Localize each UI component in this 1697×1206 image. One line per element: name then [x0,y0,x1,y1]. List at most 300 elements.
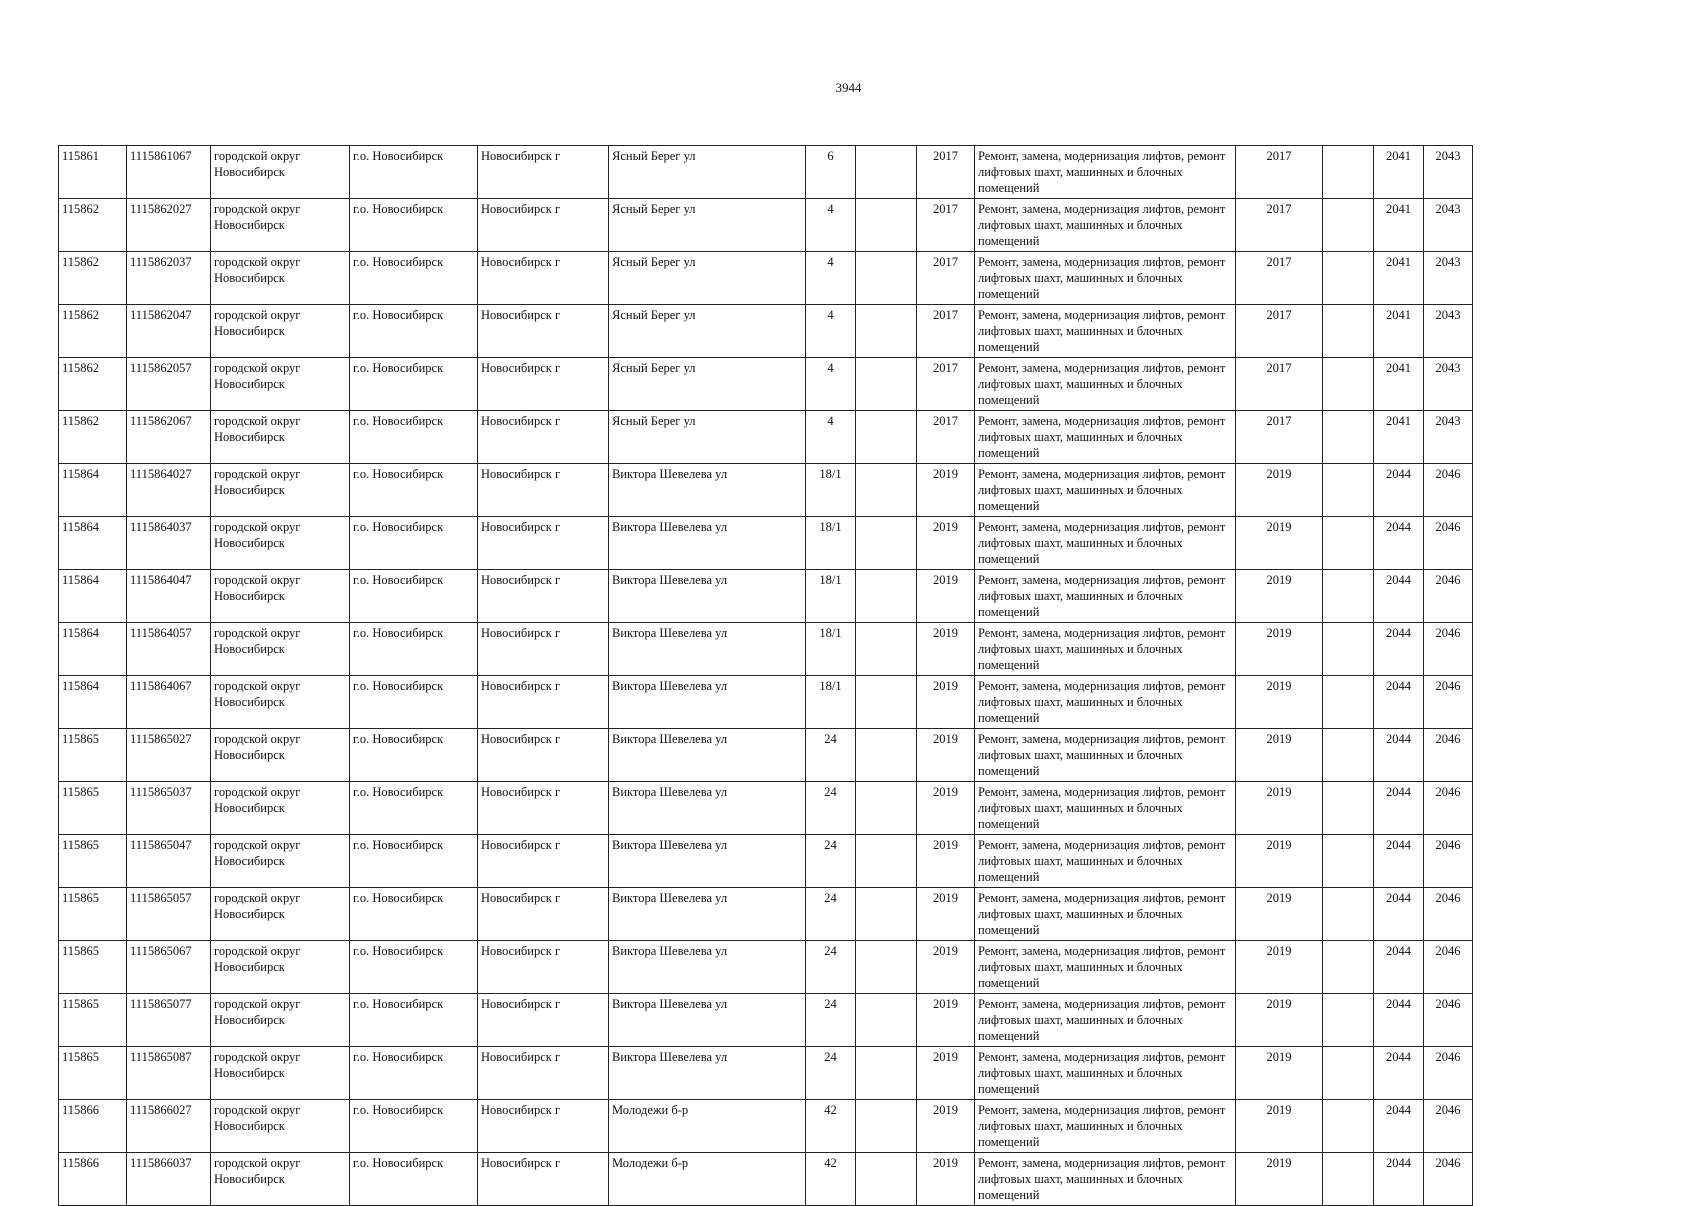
cell-district: г.о. Новосибирск [350,623,478,676]
table-row [59,464,1473,517]
cell-blank-col-2 [1323,623,1374,676]
cell-work-type: Ремонт, замена, модернизация лифтов, ремонт лифтовых шахт, машинных и блочных помещений [975,994,1236,1047]
cell-municipality: городской округ Новосибирск [211,1047,350,1100]
cell-commission-year: 2017 [917,199,975,252]
cell-blank-col [856,623,917,676]
cell-blank-col-2 [1323,782,1374,835]
cell-work-type: Ремонт, замена, модернизация лифтов, ремонт лифтовых шахт, машинных и блочных помещений [975,464,1236,517]
cell-house-code: 1115862067 [127,411,211,464]
cell-blank-col [856,411,917,464]
cell-blank-col-2 [1323,1047,1374,1100]
cell-house-code: 1115865027 [127,729,211,782]
cell-street: Ясный Берег ул [609,411,806,464]
cell-street: Молодежи б-р [609,1153,806,1206]
cell-house-number: 42 [806,1100,856,1153]
cell-period-start: 2044 [1374,941,1424,994]
cell-commission-year: 2019 [917,1153,975,1206]
cell-period-start: 2041 [1374,252,1424,305]
cell-work-type: Ремонт, замена, модернизация лифтов, ремонт лифтовых шахт, машинных и блочных помещений [975,411,1236,464]
cell-period-end: 2043 [1424,305,1473,358]
cell-record-id: 115861 [59,146,127,199]
cell-blank-col-2 [1323,676,1374,729]
cell-commission-year: 2019 [917,1100,975,1153]
cell-district: г.о. Новосибирск [350,782,478,835]
cell-record-id: 115862 [59,358,127,411]
cell-settlement: Новосибирск г [478,888,609,941]
table-row [59,623,1473,676]
cell-municipality: городской округ Новосибирск [211,623,350,676]
cell-municipality: городской округ Новосибирск [211,888,350,941]
cell-blank-col [856,782,917,835]
cell-settlement: Новосибирск г [478,411,609,464]
cell-municipality: городской округ Новосибирск [211,835,350,888]
cell-plan-year: 2019 [1236,1153,1323,1206]
cell-blank-col [856,888,917,941]
cell-house-number: 18/1 [806,464,856,517]
cell-period-start: 2044 [1374,464,1424,517]
cell-period-start: 2044 [1374,517,1424,570]
cell-district: г.о. Новосибирск [350,305,478,358]
cell-record-id: 115865 [59,1047,127,1100]
cell-municipality: городской округ Новосибирск [211,570,350,623]
cell-house-number: 4 [806,305,856,358]
cell-commission-year: 2019 [917,888,975,941]
cell-blank-col [856,570,917,623]
cell-plan-year: 2017 [1236,146,1323,199]
cell-district: г.о. Новосибирск [350,1047,478,1100]
cell-work-type: Ремонт, замена, модернизация лифтов, ремонт лифтовых шахт, машинных и блочных помещений [975,941,1236,994]
cell-period-end: 2046 [1424,517,1473,570]
cell-district: г.о. Новосибирск [350,994,478,1047]
cell-street: Виктора Шевелева ул [609,517,806,570]
cell-municipality: городской округ Новосибирск [211,517,350,570]
cell-settlement: Новосибирск г [478,464,609,517]
cell-settlement: Новосибирск г [478,1153,609,1206]
cell-work-type: Ремонт, замена, модернизация лифтов, ремонт лифтовых шахт, машинных и блочных помещений [975,517,1236,570]
cell-blank-col-2 [1323,729,1374,782]
cell-blank-col-2 [1323,570,1374,623]
cell-settlement: Новосибирск г [478,676,609,729]
cell-municipality: городской округ Новосибирск [211,1153,350,1206]
cell-house-number: 4 [806,199,856,252]
cell-street: Виктора Шевелева ул [609,729,806,782]
cell-street: Виктора Шевелева ул [609,888,806,941]
cell-commission-year: 2019 [917,835,975,888]
cell-settlement: Новосибирск г [478,1100,609,1153]
cell-house-number: 24 [806,729,856,782]
cell-district: г.о. Новосибирск [350,1100,478,1153]
cell-house-code: 1115862027 [127,199,211,252]
cell-municipality: городской округ Новосибирск [211,252,350,305]
cell-house-code: 1115862037 [127,252,211,305]
cell-commission-year: 2019 [917,941,975,994]
cell-period-end: 2043 [1424,199,1473,252]
cell-plan-year: 2019 [1236,464,1323,517]
cell-house-number: 4 [806,411,856,464]
cell-street: Молодежи б-р [609,1100,806,1153]
cell-plan-year: 2019 [1236,835,1323,888]
cell-house-number: 42 [806,1153,856,1206]
cell-work-type: Ремонт, замена, модернизация лифтов, ремонт лифтовых шахт, машинных и блочных помещений [975,782,1236,835]
table-row [59,305,1473,358]
cell-settlement: Новосибирск г [478,570,609,623]
cell-record-id: 115865 [59,729,127,782]
cell-period-end: 2046 [1424,1047,1473,1100]
cell-commission-year: 2019 [917,729,975,782]
capital-repair-table [58,145,1473,1206]
cell-work-type: Ремонт, замена, модернизация лифтов, ремонт лифтовых шахт, машинных и блочных помещений [975,1047,1236,1100]
cell-period-start: 2044 [1374,782,1424,835]
cell-record-id: 115862 [59,305,127,358]
cell-record-id: 115864 [59,570,127,623]
table-row [59,782,1473,835]
cell-street: Виктора Шевелева ул [609,464,806,517]
cell-commission-year: 2017 [917,146,975,199]
cell-work-type: Ремонт, замена, модернизация лифтов, ремонт лифтовых шахт, машинных и блочных помещений [975,1100,1236,1153]
table-row [59,888,1473,941]
cell-house-code: 1115864047 [127,570,211,623]
cell-district: г.о. Новосибирск [350,570,478,623]
cell-period-end: 2046 [1424,782,1473,835]
cell-municipality: городской округ Новосибирск [211,199,350,252]
cell-house-code: 1115865087 [127,1047,211,1100]
cell-work-type: Ремонт, замена, модернизация лифтов, ремонт лифтовых шахт, машинных и блочных помещений [975,252,1236,305]
cell-plan-year: 2019 [1236,888,1323,941]
cell-settlement: Новосибирск г [478,782,609,835]
cell-period-end: 2043 [1424,252,1473,305]
cell-house-code: 1115864067 [127,676,211,729]
cell-house-number: 4 [806,252,856,305]
cell-record-id: 115864 [59,517,127,570]
cell-street: Виктора Шевелева ул [609,676,806,729]
cell-commission-year: 2019 [917,1047,975,1100]
cell-municipality: городской округ Новосибирск [211,358,350,411]
cell-street: Виктора Шевелева ул [609,941,806,994]
cell-work-type: Ремонт, замена, модернизация лифтов, ремонт лифтовых шахт, машинных и блочных помещений [975,676,1236,729]
cell-blank-col [856,1047,917,1100]
table-row [59,941,1473,994]
cell-blank-col [856,199,917,252]
cell-period-end: 2046 [1424,1153,1473,1206]
cell-blank-col [856,358,917,411]
cell-blank-col-2 [1323,358,1374,411]
cell-municipality: городской округ Новосибирск [211,994,350,1047]
cell-blank-col-2 [1323,835,1374,888]
cell-period-start: 2041 [1374,305,1424,358]
cell-plan-year: 2019 [1236,941,1323,994]
cell-period-end: 2046 [1424,676,1473,729]
cell-municipality: городской округ Новосибирск [211,411,350,464]
cell-record-id: 115864 [59,623,127,676]
cell-record-id: 115864 [59,464,127,517]
cell-blank-col [856,835,917,888]
cell-work-type: Ремонт, замена, модернизация лифтов, ремонт лифтовых шахт, машинных и блочных помещений [975,305,1236,358]
cell-record-id: 115865 [59,782,127,835]
cell-blank-col-2 [1323,464,1374,517]
cell-settlement: Новосибирск г [478,1047,609,1100]
cell-street: Виктора Шевелева ул [609,782,806,835]
cell-settlement: Новосибирск г [478,729,609,782]
cell-plan-year: 2019 [1236,1047,1323,1100]
table-body [59,146,1473,1206]
cell-record-id: 115865 [59,835,127,888]
cell-period-end: 2046 [1424,994,1473,1047]
cell-period-end: 2046 [1424,570,1473,623]
cell-house-code: 1115862047 [127,305,211,358]
cell-plan-year: 2017 [1236,358,1323,411]
cell-house-number: 24 [806,888,856,941]
cell-period-end: 2046 [1424,623,1473,676]
cell-settlement: Новосибирск г [478,199,609,252]
cell-district: г.о. Новосибирск [350,888,478,941]
cell-blank-col [856,941,917,994]
table-row [59,252,1473,305]
cell-period-start: 2041 [1374,411,1424,464]
cell-house-number: 18/1 [806,570,856,623]
cell-house-number: 18/1 [806,676,856,729]
cell-blank-col-2 [1323,517,1374,570]
table-row [59,570,1473,623]
cell-municipality: городской округ Новосибирск [211,782,350,835]
cell-plan-year: 2019 [1236,1100,1323,1153]
cell-record-id: 115865 [59,941,127,994]
cell-period-start: 2044 [1374,1100,1424,1153]
cell-plan-year: 2019 [1236,623,1323,676]
cell-house-code: 1115865047 [127,835,211,888]
cell-period-end: 2046 [1424,888,1473,941]
cell-blank-col-2 [1323,199,1374,252]
cell-commission-year: 2017 [917,305,975,358]
cell-period-start: 2041 [1374,146,1424,199]
cell-plan-year: 2019 [1236,517,1323,570]
cell-record-id: 115866 [59,1100,127,1153]
cell-commission-year: 2019 [917,464,975,517]
cell-municipality: городской округ Новосибирск [211,941,350,994]
cell-house-number: 6 [806,146,856,199]
cell-record-id: 115864 [59,676,127,729]
cell-period-start: 2044 [1374,835,1424,888]
cell-work-type: Ремонт, замена, модернизация лифтов, ремонт лифтовых шахт, машинных и блочных помещений [975,729,1236,782]
cell-municipality: городской округ Новосибирск [211,1100,350,1153]
table-row [59,411,1473,464]
cell-plan-year: 2019 [1236,676,1323,729]
cell-period-start: 2044 [1374,888,1424,941]
cell-house-code: 1115866037 [127,1153,211,1206]
cell-municipality: городской округ Новосибирск [211,305,350,358]
cell-plan-year: 2017 [1236,305,1323,358]
cell-settlement: Новосибирск г [478,941,609,994]
cell-period-end: 2046 [1424,941,1473,994]
cell-blank-col [856,305,917,358]
cell-house-code: 1115861067 [127,146,211,199]
cell-commission-year: 2019 [917,623,975,676]
cell-period-end: 2043 [1424,146,1473,199]
table-row [59,517,1473,570]
cell-record-id: 115862 [59,199,127,252]
cell-district: г.о. Новосибирск [350,517,478,570]
cell-period-start: 2044 [1374,1047,1424,1100]
cell-record-id: 115865 [59,994,127,1047]
cell-commission-year: 2017 [917,358,975,411]
cell-blank-col [856,146,917,199]
cell-blank-col-2 [1323,411,1374,464]
cell-house-number: 24 [806,994,856,1047]
cell-work-type: Ремонт, замена, модернизация лифтов, ремонт лифтовых шахт, машинных и блочных помещений [975,623,1236,676]
cell-district: г.о. Новосибирск [350,1153,478,1206]
cell-district: г.о. Новосибирск [350,835,478,888]
cell-municipality: городской округ Новосибирск [211,729,350,782]
cell-street: Виктора Шевелева ул [609,623,806,676]
cell-commission-year: 2019 [917,517,975,570]
cell-municipality: городской округ Новосибирск [211,146,350,199]
cell-settlement: Новосибирск г [478,146,609,199]
cell-district: г.о. Новосибирск [350,252,478,305]
cell-street: Ясный Берег ул [609,199,806,252]
cell-work-type: Ремонт, замена, модернизация лифтов, ремонт лифтовых шахт, машинных и блочных помещений [975,835,1236,888]
cell-commission-year: 2019 [917,782,975,835]
cell-municipality: городской округ Новосибирск [211,464,350,517]
cell-plan-year: 2019 [1236,782,1323,835]
cell-district: г.о. Новосибирск [350,358,478,411]
cell-house-number: 18/1 [806,623,856,676]
cell-municipality: городской округ Новосибирск [211,676,350,729]
cell-plan-year: 2019 [1236,570,1323,623]
cell-record-id: 115862 [59,252,127,305]
table-row [59,994,1473,1047]
cell-blank-col-2 [1323,994,1374,1047]
cell-work-type: Ремонт, замена, модернизация лифтов, ремонт лифтовых шахт, машинных и блочных помещений [975,146,1236,199]
cell-street: Виктора Шевелева ул [609,570,806,623]
cell-commission-year: 2019 [917,994,975,1047]
cell-period-end: 2043 [1424,358,1473,411]
cell-period-start: 2044 [1374,570,1424,623]
cell-district: г.о. Новосибирск [350,199,478,252]
cell-period-start: 2044 [1374,623,1424,676]
table-row [59,1153,1473,1206]
cell-house-number: 24 [806,835,856,888]
cell-period-start: 2041 [1374,199,1424,252]
cell-house-code: 1115866027 [127,1100,211,1153]
cell-period-end: 2046 [1424,1100,1473,1153]
cell-settlement: Новосибирск г [478,835,609,888]
cell-work-type: Ремонт, замена, модернизация лифтов, ремонт лифтовых шахт, машинных и блочных помещений [975,570,1236,623]
cell-work-type: Ремонт, замена, модернизация лифтов, ремонт лифтовых шахт, машинных и блочных помещений [975,199,1236,252]
cell-blank-col-2 [1323,252,1374,305]
cell-street: Ясный Берег ул [609,305,806,358]
cell-house-number: 24 [806,782,856,835]
cell-work-type: Ремонт, замена, модернизация лифтов, ремонт лифтовых шахт, машинных и блочных помещений [975,1153,1236,1206]
cell-house-code: 1115865037 [127,782,211,835]
cell-blank-col-2 [1323,941,1374,994]
cell-settlement: Новосибирск г [478,358,609,411]
cell-blank-col [856,676,917,729]
table-row [59,1047,1473,1100]
cell-house-code: 1115865057 [127,888,211,941]
cell-plan-year: 2017 [1236,199,1323,252]
cell-district: г.о. Новосибирск [350,464,478,517]
cell-settlement: Новосибирск г [478,994,609,1047]
cell-blank-col [856,729,917,782]
page-number: 3944 [835,80,862,95]
cell-record-id: 115866 [59,1153,127,1206]
table-row [59,1100,1473,1153]
cell-blank-col [856,994,917,1047]
cell-period-start: 2041 [1374,358,1424,411]
cell-blank-col-2 [1323,888,1374,941]
table-row [59,146,1473,199]
cell-settlement: Новосибирск г [478,252,609,305]
cell-commission-year: 2017 [917,252,975,305]
cell-house-number: 24 [806,941,856,994]
cell-period-end: 2046 [1424,729,1473,782]
cell-blank-col [856,1100,917,1153]
cell-commission-year: 2017 [917,411,975,464]
table-row [59,358,1473,411]
cell-street: Ясный Берег ул [609,358,806,411]
cell-record-id: 115862 [59,411,127,464]
cell-blank-col [856,252,917,305]
cell-house-code: 1115865067 [127,941,211,994]
cell-plan-year: 2017 [1236,252,1323,305]
cell-plan-year: 2017 [1236,411,1323,464]
cell-settlement: Новосибирск г [478,517,609,570]
table-row [59,676,1473,729]
cell-period-start: 2044 [1374,676,1424,729]
cell-commission-year: 2019 [917,676,975,729]
cell-settlement: Новосибирск г [478,305,609,358]
cell-blank-col-2 [1323,146,1374,199]
cell-work-type: Ремонт, замена, модернизация лифтов, ремонт лифтовых шахт, машинных и блочных помещений [975,888,1236,941]
cell-period-end: 2046 [1424,835,1473,888]
cell-plan-year: 2019 [1236,994,1323,1047]
cell-street: Виктора Шевелева ул [609,1047,806,1100]
table-row [59,835,1473,888]
cell-street: Ясный Берег ул [609,146,806,199]
cell-house-number: 4 [806,358,856,411]
cell-house-code: 1115864027 [127,464,211,517]
table-row [59,199,1473,252]
cell-house-code: 1115864037 [127,517,211,570]
cell-blank-col [856,517,917,570]
cell-blank-col [856,464,917,517]
cell-period-start: 2044 [1374,729,1424,782]
table-row [59,729,1473,782]
cell-district: г.о. Новосибирск [350,411,478,464]
cell-commission-year: 2019 [917,570,975,623]
cell-district: г.о. Новосибирск [350,729,478,782]
cell-record-id: 115865 [59,888,127,941]
cell-district: г.о. Новосибирск [350,941,478,994]
cell-period-start: 2044 [1374,1153,1424,1206]
cell-blank-col-2 [1323,305,1374,358]
cell-period-start: 2044 [1374,994,1424,1047]
cell-blank-col-2 [1323,1153,1374,1206]
cell-street: Ясный Берег ул [609,252,806,305]
cell-district: г.о. Новосибирск [350,146,478,199]
cell-settlement: Новосибирск г [478,623,609,676]
cell-work-type: Ремонт, замена, модернизация лифтов, ремонт лифтовых шахт, машинных и блочных помещений [975,358,1236,411]
cell-house-code: 1115864057 [127,623,211,676]
cell-blank-col-2 [1323,1100,1374,1153]
cell-period-end: 2046 [1424,464,1473,517]
cell-district: г.о. Новосибирск [350,676,478,729]
cell-house-number: 18/1 [806,517,856,570]
cell-period-end: 2043 [1424,411,1473,464]
cell-plan-year: 2019 [1236,729,1323,782]
cell-house-number: 24 [806,1047,856,1100]
cell-house-code: 1115865077 [127,994,211,1047]
cell-blank-col [856,1153,917,1206]
